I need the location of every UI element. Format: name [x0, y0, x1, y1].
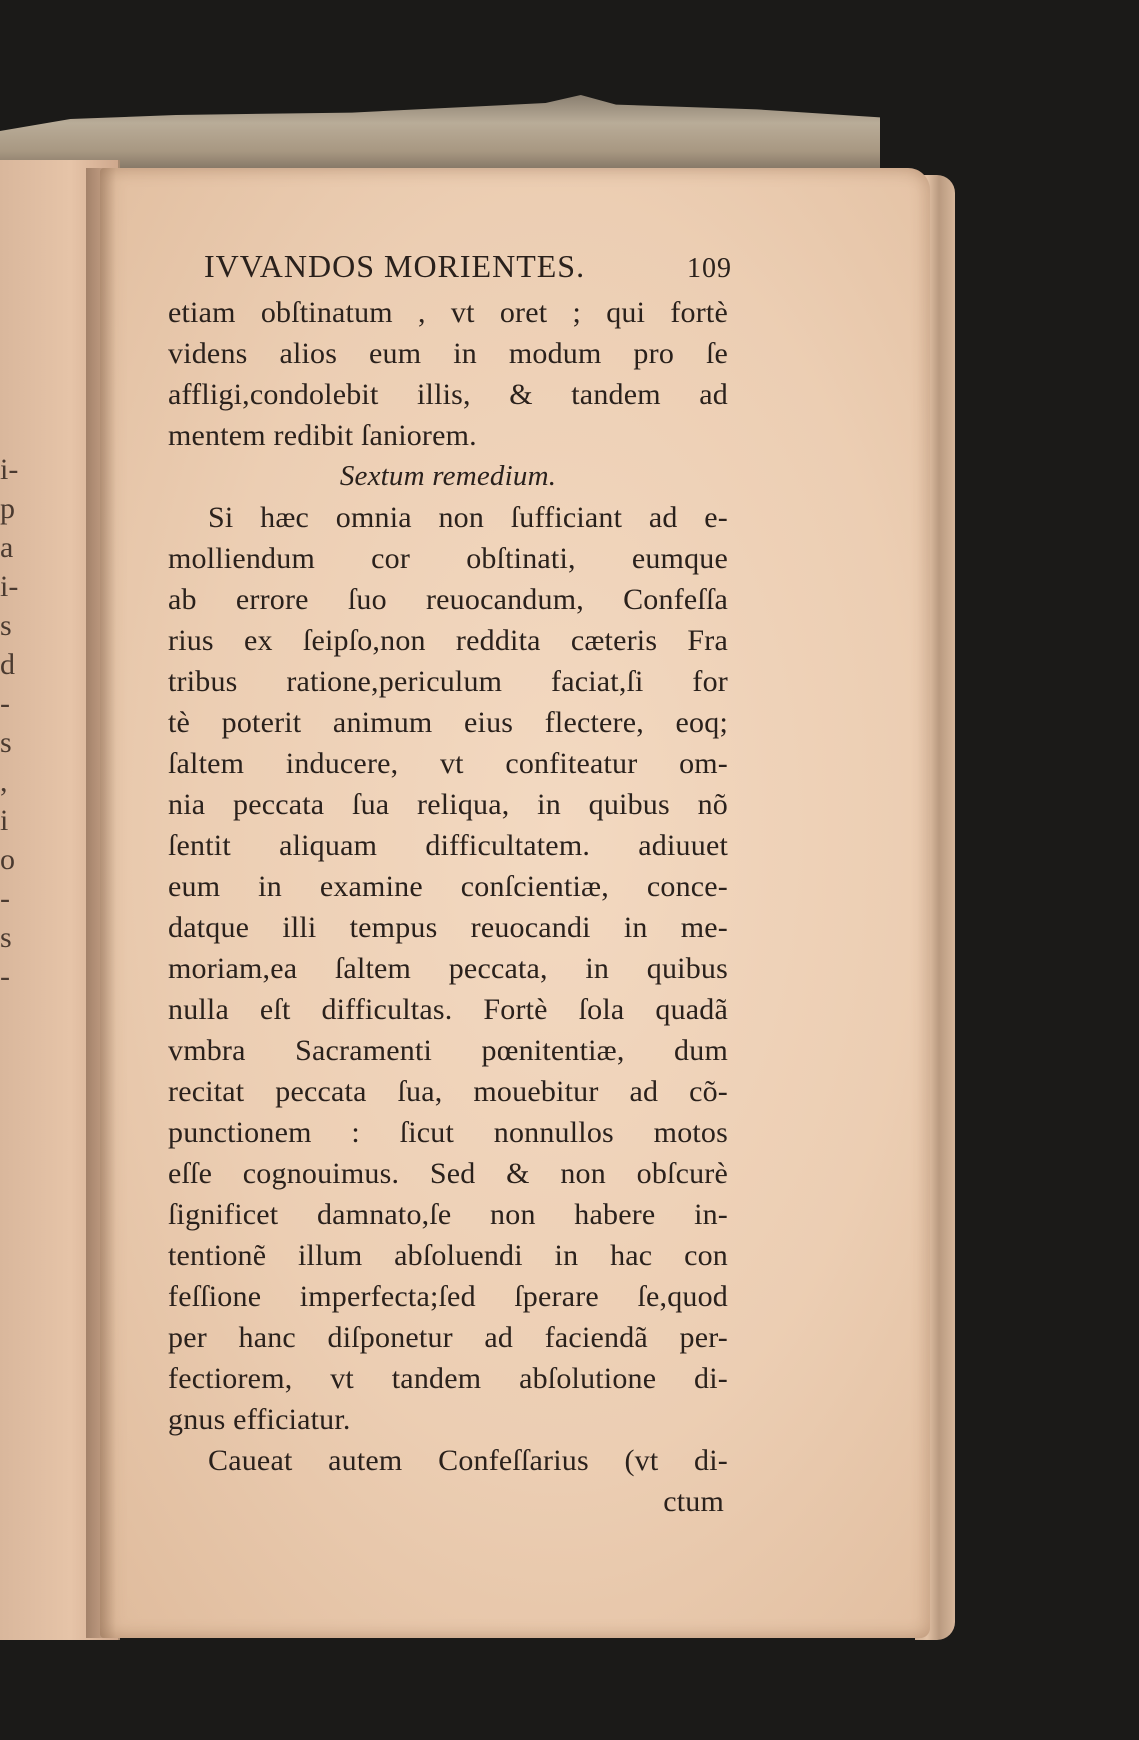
text-line: etiam obſtinatum , vt oret ; qui fortè [168, 296, 728, 329]
text-line: gnus efficiatur. [168, 1403, 351, 1436]
text-line: ab errore ſuo reuocandum, Confeſſa [168, 583, 728, 616]
text-line: molliendum cor obſtinati, eumque [168, 542, 728, 575]
left-edge-letter: , [0, 765, 8, 798]
text-line: videns alios eum in modum pro ſe [168, 337, 728, 370]
text-line: feſſione imperfecta;ſed ſperare ſe,quod [168, 1280, 728, 1313]
left-edge-letter: - [0, 960, 10, 993]
left-edge-letter: o [0, 843, 15, 876]
running-head-title: IVVANDOS MORIENTES. [204, 248, 586, 284]
damaged-binding [0, 95, 880, 175]
text-line: rius ex ſeipſo,non reddita cæteris Fra [168, 624, 728, 657]
left-edge-letter: - [0, 687, 10, 720]
left-edge-letter: a [0, 531, 14, 564]
left-edge-letter: - [0, 882, 10, 915]
text-line: tentionẽ illum abſoluendi in hac con [168, 1239, 728, 1272]
left-edge-letter: i- [0, 453, 19, 486]
text-line: recitat peccata ſua, mouebitur ad cõ- [168, 1075, 728, 1108]
text-line: eſſe cognouimus. Sed & non obſcurè [168, 1157, 728, 1190]
paragraph-top [168, 292, 728, 456]
text-line: moriam,ea ſaltem peccata, in quibus [168, 952, 728, 985]
left-edge-letter: d [0, 648, 15, 681]
text-line: nulla eſt difficultas. Fortè ſola quadã [168, 993, 728, 1026]
text-line: ſaltem inducere, vt confiteatur om- [168, 747, 728, 780]
left-edge-letter: i- [0, 570, 19, 603]
text-line: ſignificet damnato,ſe non habere in- [168, 1198, 728, 1231]
text-line: Si hæc omnia non ſufficiant ad e- [208, 501, 728, 534]
section-heading: Sextum remedium. [339, 460, 557, 492]
left-edge-letter: s [0, 921, 12, 954]
gutter-shadow [86, 168, 116, 1638]
text-line: Caueat autem Confeſſarius (vt di- [208, 1444, 728, 1477]
text-line: ſentit aliquam difficultatem. adiuuet [168, 829, 728, 862]
text-line: nia peccata ſua reliqua, in quibus nõ [168, 788, 728, 821]
text-line: eum in examine conſcientiæ, conce- [168, 870, 728, 903]
left-edge-letter: s [0, 609, 12, 642]
left-edge-letter: i [0, 804, 9, 837]
text-line: vmbra Sacramenti pœnitentiæ, dum [168, 1034, 728, 1067]
text-line: tè poterit animum eius flectere, eoq; [168, 706, 728, 739]
text-line: datque illi tempus reuocandi in me- [168, 911, 728, 944]
text-line: tribus ratione,periculum faciat,ſi for [168, 665, 728, 698]
page-text [168, 248, 732, 1522]
left-page-edge-letters [0, 450, 22, 996]
text-line: mentem redibit ſaniorem. [168, 419, 477, 452]
text-line: punctionem : ſicut nonnullos motos [168, 1116, 728, 1149]
text-line: affligi,condolebit illis, & tandem ad [168, 378, 728, 411]
paragraph-final [168, 1440, 728, 1481]
text-line: fectiorem, vt tandem abſolutione di- [168, 1362, 728, 1395]
left-edge-letter: p [0, 492, 15, 525]
text-line: per hanc diſponetur ad faciendã per- [168, 1321, 728, 1354]
paragraph-body [168, 497, 728, 1440]
running-head [204, 248, 732, 292]
catchword: ctum [663, 1485, 724, 1518]
page-number: 109 [687, 253, 732, 284]
left-edge-letter: s [0, 726, 12, 759]
